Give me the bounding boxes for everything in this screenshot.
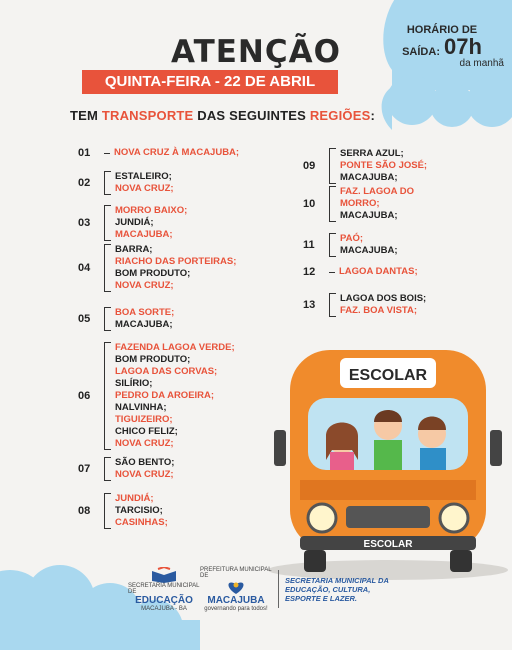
route-number: 04 (78, 262, 91, 274)
route-entry (78, 457, 174, 481)
route-number: 06 (78, 390, 91, 402)
date-banner: QUINTA-FEIRA - 22 DE ABRIL (82, 70, 338, 94)
route-location: MACAJUBA; (115, 229, 173, 240)
route-location: NOVA CRUZ À MACAJUBA; (114, 147, 240, 158)
route-location: MORRO BAIXO; (115, 205, 188, 216)
route-location: BARRA; (115, 244, 153, 255)
prefeitura-logo-name: MACAJUBA (207, 594, 265, 606)
headline-text: TEM (70, 108, 102, 123)
education-logo-top: SECRETARIA MUNICIPAL DE (128, 582, 200, 595)
route-location: MACAJUBA; (340, 172, 398, 183)
route-location: SÃO BENTO; (115, 457, 175, 468)
route-number: 07 (78, 463, 91, 475)
prefeitura-logo (200, 567, 272, 612)
headline-highlight: TRANSPORTE (101, 108, 194, 123)
route-entry (78, 147, 239, 159)
route-location: MACAJUBA; (340, 210, 398, 221)
route-location: ESTALEIRO; (115, 171, 172, 182)
route-bracket (104, 171, 111, 195)
route-location: NOVA CRUZ; (115, 438, 174, 449)
route-location: TARCISIO; (115, 505, 163, 516)
route-entry (78, 493, 168, 529)
route-number: 01 (78, 147, 91, 159)
route-bracket (104, 493, 111, 529)
page-title: ATENÇÃO (171, 34, 341, 70)
route-bracket (104, 153, 110, 154)
route-location: LAGOA DAS CORVAS; (115, 366, 218, 377)
departure-time: 07h (443, 34, 482, 59)
route-entry (78, 342, 235, 450)
route-number: 11 (303, 239, 315, 251)
route-location: JUNDIÁ; (115, 493, 154, 504)
route-location: MORRO; (340, 198, 380, 209)
route-location: RIACHO DAS PORTEIRAS; (115, 256, 237, 267)
route-entry (78, 307, 174, 331)
route-entry (78, 171, 174, 195)
route-entry (303, 148, 427, 184)
route-bracket (104, 342, 111, 450)
route-bracket (104, 244, 111, 292)
prefeitura-logo-top: PREFEITURA MUNICIPAL DE (200, 566, 272, 579)
departure-schedule (380, 24, 504, 69)
route-location: BOA SORTE; (115, 307, 175, 318)
route-location: FAZ. BOA VISTA; (340, 305, 418, 316)
route-location: PAÓ; (340, 233, 364, 244)
route-location: SERRA AZUL; (340, 148, 404, 159)
departure-period: da manhã (459, 58, 504, 69)
route-bracket (329, 186, 336, 222)
route-bracket (104, 307, 111, 331)
headline-text: DAS SEGUINTES (193, 108, 310, 123)
route-bracket (329, 233, 336, 257)
prefeitura-logo-slogan: governando para todos! (204, 605, 268, 612)
route-number: 05 (78, 313, 91, 325)
route-number: 12 (303, 266, 316, 278)
route-bracket (329, 272, 335, 273)
route-number: 02 (78, 177, 91, 189)
route-number: 13 (303, 299, 316, 311)
headline (70, 108, 375, 123)
route-location: LAGOA DOS BOIS; (340, 293, 427, 304)
heart-icon (225, 579, 247, 595)
bus-sign-text: ESCOLAR (348, 367, 428, 384)
route-bracket (104, 205, 111, 241)
route-location: BOM PRODUTO; (115, 354, 191, 365)
route-location: MACAJUBA; (340, 245, 398, 256)
route-location: PONTE SÃO JOSÉ; (340, 160, 428, 171)
route-entry (303, 266, 418, 278)
headline-highlight: REGIÕES (309, 108, 371, 123)
route-location: CHICO FELIZ; (115, 426, 178, 437)
route-location: LAGOA DANTAS; (339, 266, 418, 277)
route-number: 03 (78, 217, 91, 229)
route-entry (78, 205, 187, 241)
route-bracket (329, 293, 336, 317)
route-location: TIGUIZEIRO; (115, 414, 173, 425)
route-location: NOVA CRUZ; (115, 183, 174, 194)
route-location: FAZ. LAGOA DO (340, 186, 415, 197)
route-number: 08 (78, 505, 91, 517)
book-icon (150, 567, 178, 583)
education-logo-name: EDUCAÇÃO (135, 594, 193, 606)
education-logo-place: MACAJUBA - BA (141, 605, 187, 612)
route-number: 09 (303, 160, 316, 172)
route-location: JUNDIÁ; (115, 217, 154, 228)
education-logo (128, 567, 200, 612)
route-entry (78, 244, 236, 292)
route-bracket (329, 148, 336, 184)
route-location: CASINHAS; (115, 517, 168, 528)
school-bus-illustration (260, 340, 512, 580)
footer-logos (128, 562, 408, 616)
route-entry (303, 293, 426, 317)
secretaria-text: SECRETARIA MUNICIPAL DA EDUCAÇÃO, CULTURA, ESPORTE E LAZER. (285, 575, 389, 603)
route-location: FAZENDA LAGOA VERDE; (115, 342, 235, 353)
footer-divider (278, 570, 279, 608)
route-location: NOVA CRUZ; (115, 469, 174, 480)
route-entry (303, 233, 398, 257)
route-location: NOVA CRUZ; (115, 280, 174, 291)
schedule-label: HORÁRIO DE (406, 24, 478, 36)
route-location: NALVINHA; (115, 402, 167, 413)
headline-text: : (370, 108, 376, 123)
schedule-label-2: SAÍDA: (402, 46, 440, 58)
route-location: PEDRO DA AROEIRA; (115, 390, 215, 401)
route-location: BOM PRODUTO; (115, 268, 191, 279)
route-number: 10 (303, 198, 316, 210)
route-location: MACAJUBA; (115, 319, 173, 330)
bus-bumper-text: ESCOLAR (363, 539, 413, 550)
route-bracket (104, 457, 111, 481)
route-location: SILÍRIO; (115, 378, 153, 389)
route-entry (303, 186, 414, 222)
